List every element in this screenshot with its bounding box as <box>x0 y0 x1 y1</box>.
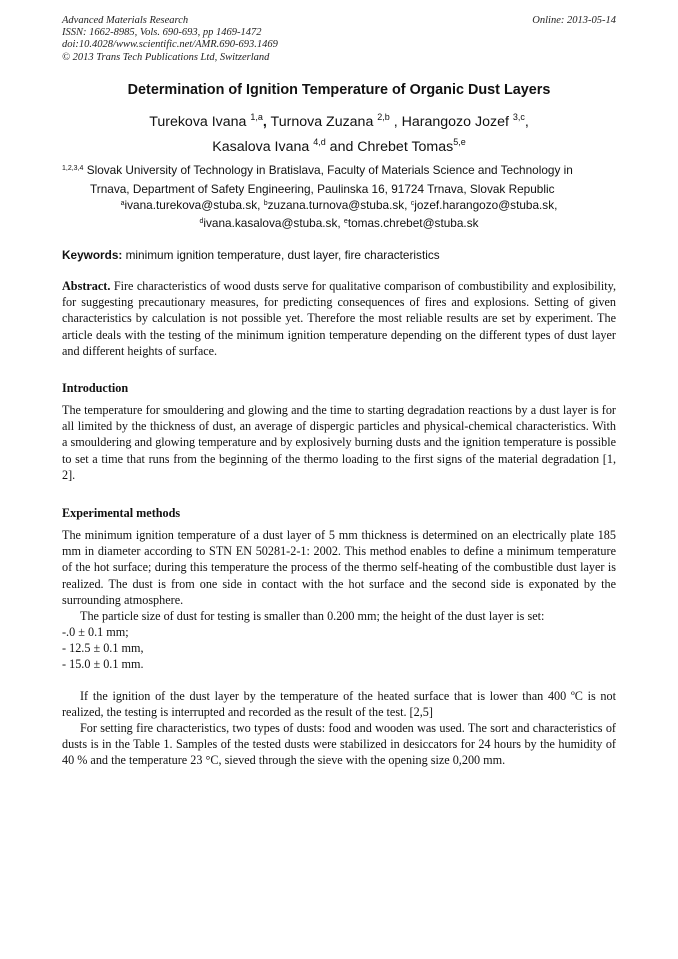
author-3-sup: 3,c <box>512 112 525 122</box>
author-5: and Chrebet Tomas <box>325 139 454 155</box>
keywords <box>62 248 616 262</box>
affiliation-text-1: Slovak University of Technology in Bratislava, Faculty of Materials Science and Technology in <box>83 163 573 177</box>
list-item: -.0 ± 0.1 mm; <box>62 625 129 639</box>
introduction-heading: Introduction <box>62 381 129 395</box>
affiliation <box>62 162 616 197</box>
journal-name: Advanced Materials Research <box>62 15 189 26</box>
online-date: Online: 2013-05-14 <box>532 15 616 26</box>
author-5-sup: 5,e <box>453 137 466 147</box>
abstract-text: Fire characteristics of wood dusts serve for qualitative comparison of combustibility and explosibility, for suggesting precautionary measures, for predicting consequences of fires and explosions. Setting of given characteristics by calculation is not possible yet. Therefore the most reliable results are set by experiment. The article deals with the testing of the minimum ignition temperature depending on the different types of dust layer and different heights of surface. <box>62 279 616 358</box>
email-a-sup: a <box>120 200 125 207</box>
author-2-sup: 2,b <box>377 112 390 122</box>
email-a[interactable]: ivana.turekova@stuba.sk, <box>124 198 264 212</box>
keywords-label: Keywords: <box>62 248 123 262</box>
author-emails <box>62 198 616 233</box>
affiliation-sup: 1,2,3,4 <box>62 165 84 172</box>
emails-line-1 <box>62 198 616 216</box>
list-item: - 15.0 ± 0.1 mm. <box>62 657 144 672</box>
paper-title: Determination of Ignition Temperature of Organic Dust Layers <box>127 82 551 98</box>
email-c[interactable]: jozef.harangozo@stuba.sk, <box>414 198 558 212</box>
author-3: , Harangozo Jozef <box>389 114 513 130</box>
email-e-sup: e <box>343 217 348 225</box>
email-e[interactable]: tomas.chrebet@stuba.sk <box>347 215 479 230</box>
email-d[interactable]: ivana.kasalova@stuba.sk, <box>203 215 344 230</box>
author-separator: , <box>524 114 529 130</box>
email-b-sup: b <box>263 200 268 207</box>
email-b[interactable]: zuzana.turnova@stuba.sk, <box>267 198 411 212</box>
doi-line: doi:10.4028/www.scientific.net/AMR.690-693.1469 <box>62 39 278 51</box>
copyright-line: © 2013 Trans Tech Publications Ltd, Switzerland <box>62 51 270 63</box>
authors-line-2 <box>62 139 616 155</box>
list-item: - 12.5 ± 0.1 mm, <box>62 641 144 656</box>
author-4-sup: 4,d <box>313 137 326 147</box>
email-d-sup: d <box>199 217 204 225</box>
emails-line-2 <box>62 216 616 234</box>
author-1: Turekova Ivana <box>149 114 251 130</box>
experimental-paragraph-1: The minimum ignition temperature of a dust layer of 5 mm thickness is determined on an electrically plate 185 mm in diameter according to STN EN 50281-2-1: 2002. This method enables to define a minimum temperature of the hot surface; during this temperature the process of the thermo self-heating of the combustible dust layer is realized. The dust is from one side in contact with the hot surface and the second side is exponated by the surrounding atmosphere. <box>62 528 616 607</box>
issn-line: ISSN: 1662-8985, Vols. 690-693, pp 1469-1472 <box>62 27 262 39</box>
experimental-heading: Experimental methods <box>62 506 181 520</box>
email-c-sup: c <box>410 200 415 207</box>
author-1-sup: 1,a <box>250 112 263 122</box>
layer-height-list <box>62 624 616 673</box>
keywords-text: minimum ignition temperature, dust layer, fire characteristics <box>122 248 440 262</box>
author-2: Turnova Zuzana <box>266 114 378 130</box>
affiliation-line-2: Trnava, Department of Safety Engineering, Paulinska 16, 91724 Trnava, Slovak Republic <box>90 182 555 196</box>
experimental-paragraph-4: For setting fire characteristics, two types of dusts: food and wooden was used. The sort and characteristics of dusts is in the Table 1. Samples of the tested dusts were stabilized in desiccators for 24 hours by the humidity of 40 % and the temperature 23 °C, sieved through the sieve with the opening size 0,200 mm. <box>62 721 616 768</box>
abstract-label: Abstract. <box>62 279 111 293</box>
introduction-text: The temperature for smouldering and glowing and the time to starting degradation reactions by a dust layer is for all limited by the thickness of dust, an average of dispergic particles and physical-chemical characteristics. With a smouldering and glowing temperature and by explosively burning dusts and the ignition temperature is possible to set a time that runs from the beginning of the thermo loading to the first signs of the material degradation [1, 2]. <box>62 403 616 482</box>
abstract <box>62 278 616 359</box>
experimental-paragraph-3: If the ignition of the dust layer by the temperature of the heated surface that is lower than 400 ºC is not realized, the testing is interrupted and recorded as the result of the test. [2,5] <box>62 689 616 720</box>
author-separator: , <box>262 114 267 130</box>
author-4: Kasalova Ivana <box>212 139 314 155</box>
authors-line-1 <box>62 114 616 130</box>
experimental-paragraph-2: The particle size of dust for testing is smaller than 0.200 mm; the height of the dust layer is set: <box>80 609 545 623</box>
journal-header <box>62 15 616 64</box>
affiliation-line-1 <box>62 162 616 181</box>
